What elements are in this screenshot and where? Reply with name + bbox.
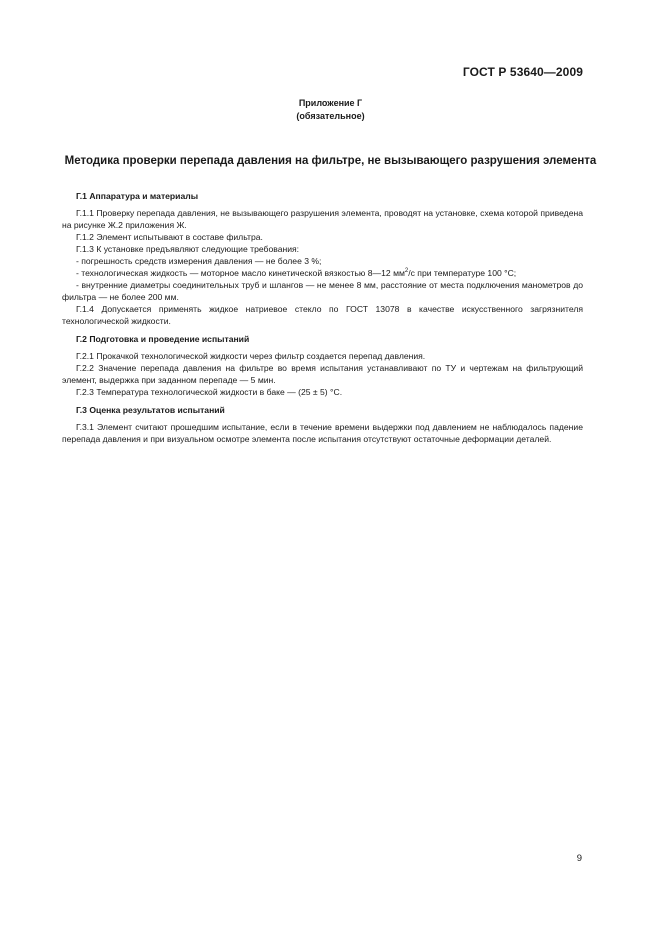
paragraph-g2-1: Г.2.1 Прокачкой технологической жидкости через фильтр создается перепад давления. <box>76 351 426 361</box>
section-g2 <box>62 333 583 398</box>
section-title: Г.3 Оценка результатов испытаний <box>76 405 225 415</box>
main-title: Методика проверки перепада давления на фильтре, не вызывающего разрушения элемента <box>64 155 597 167</box>
paragraph-g1-4: Г.1.4 Допускается применять жидкое натриевое стекло по ГОСТ 13078 в качестве искусственного загрязнителя технологической жидкости. <box>62 304 583 326</box>
paragraph-g2-3: Г.2.3 Температура технологической жидкости в баке — (25 ± 5) °С. <box>76 387 343 397</box>
document-body <box>62 190 583 451</box>
section-g3 <box>62 404 583 445</box>
appendix-status: (обязательное) <box>296 111 365 121</box>
appendix-title: Приложение Г <box>298 98 363 108</box>
list-item-fluid-text-end: /с при температуре 100 °С; <box>408 268 517 278</box>
list-item-accuracy: - погрешность средств измерения давления — не более 3 %; <box>76 256 322 266</box>
appendix-heading <box>0 97 661 123</box>
paragraph-g3-1: Г.3.1 Элемент считают прошедшим испытание, если в течение времени выдержки под давлением не наблюдалось падение перепада давления и при визуальном осмотре элемента после испытания отсутствуют остаточные деформации деталей. <box>62 422 583 444</box>
list-item-fluid-text: - технологическая жидкость — моторное масло кинетической вязкостью 8—12 мм <box>76 268 405 278</box>
section-g1 <box>62 190 583 327</box>
paragraph-g1-2: Г.1.2 Элемент испытывают в составе фильтра. <box>76 232 263 242</box>
paragraph-g1-3: Г.1.3 К установке предъявляют следующие требования: <box>76 244 300 254</box>
paragraph-g2-2: Г.2.2 Значение перепада давления на фильтре во время испытания устанавливают по ТУ и чертежам на фильтрующий элемент, выдержка при заданном перепаде — 5 мин. <box>62 363 583 385</box>
section-title: Г.2 Подготовка и проведение испытаний <box>76 334 250 344</box>
list-item-fluid <box>62 267 583 279</box>
list-item-diameters: - внутренние диаметры соединительных труб и шлангов — не менее 8 мм, расстояние от места подключения манометров до фильтра — не более 200 мм. <box>62 280 583 302</box>
superscript: 2 <box>404 268 409 275</box>
paragraph-g1-1: Г.1.1 Проверку перепада давления, не вызывающего разрушения элемента, проводят на установке, схема которой приведена на рисунке Ж.2 приложения Ж. <box>62 208 583 230</box>
document-id: ГОСТ Р 53640—2009 <box>462 65 583 79</box>
section-title: Г.1 Аппаратура и материалы <box>76 191 199 201</box>
page-number: 9 <box>576 853 582 864</box>
